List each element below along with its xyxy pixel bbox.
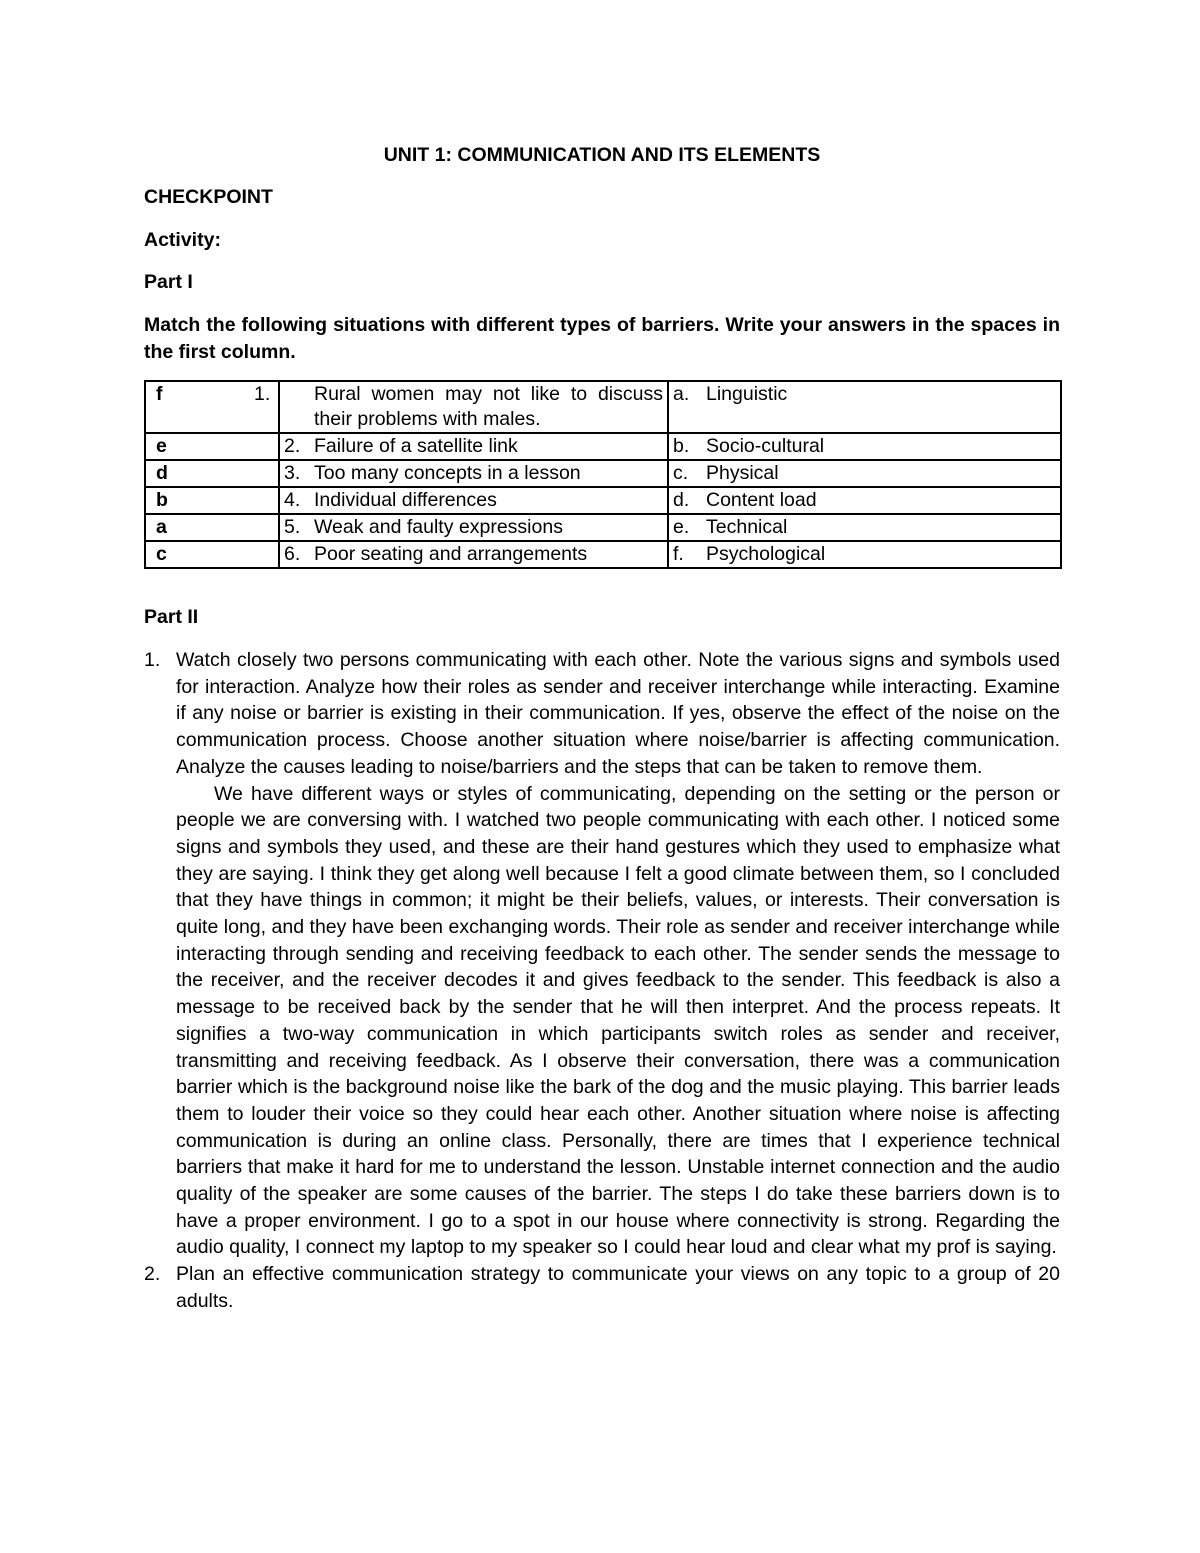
list-item (144, 647, 1060, 1261)
table-row (145, 541, 1061, 568)
table-row (145, 460, 1061, 487)
question-list (144, 647, 1060, 1315)
activity-heading: Activity: (144, 229, 221, 251)
answer-cell: c (145, 541, 279, 568)
situation-cell: 5. Weak and faulty expressions (279, 514, 668, 541)
answer-cell: d (145, 460, 279, 487)
answer-cell: a (145, 514, 279, 541)
table-row (145, 381, 1061, 433)
list-item (144, 1261, 1060, 1314)
barrier-cell: d. Content load (668, 487, 1061, 514)
table-row (145, 487, 1061, 514)
item-number: 2. (144, 1263, 161, 1286)
barrier-cell: b. Socio-cultural (668, 433, 1061, 460)
situation-cell (254, 381, 668, 433)
situation-cell: 4. Individual differences (279, 487, 668, 514)
barrier-cell: a. Linguistic (668, 381, 1061, 433)
barrier-cell: e. Technical (668, 514, 1061, 541)
part-one-instruction: Match the following situations with different types of barriers. Write your answers in the spaces in the first column. (144, 314, 1060, 363)
checkpoint-heading: CHECKPOINT (144, 186, 273, 208)
answer-text: We have different ways or styles of communicating, depending on the setting or the person or people we are conversing with. I watched two people communicating with each other. I noticed some signs and symbols they used, and these are their hand gestures which they used to emphasize what they are saying. I think they get along well because I felt a good climate between them, so I concluded that they have things in common; it might be their beliefs, values, or interests. Their conversation is quite long, and they have been exchanging words. Their role as sender and receiver interchange while interacting through sending and receiving feedback to each other. The sender sends the message to the receiver, and the receiver decodes it and gives feedback to the sender. This feedback is also a message to be received back by the sender that he will then interpret. And the process repeats. It signifies a two-way communication in which participants switch roles as sender and receiver, transmitting and receiving feedback. As I observe their conversation, there was a communication barrier which is the background noise like the bark of the dog and the music playing. This barrier leads them to louder their voice so they could hear each other. Another situation where noise is affecting communication is during an online class. Personally, there are times that I experience technical barriers that make it hard for me to understand the lesson. Unstable internet connection and the audio quality of the speaker are some causes of the barrier. The steps I do take these barriers down is to have a proper environment. I go to a spot in our house where connectivity is strong. Regarding the audio quality, I connect my laptop to my speaker so I could hear loud and clear what my prof is saying. (176, 782, 1060, 1259)
table-row (145, 514, 1061, 541)
question-text: Plan an effective communication strategy to communicate your views on any topic to a group of 20 adults. (176, 1263, 1060, 1312)
answer-cell: f (145, 381, 279, 433)
barrier-cell: f. Psychological (668, 541, 1061, 568)
question-text: Watch closely two persons communicating with each other. Note the various signs and symbols used for interaction. Analyze how their roles as sender and receiver interchange while interacting. Examine if any noise or barrier is existing in their communication. If yes, observe the effect of the noise on the communication process. Choose another situation where noise/barrier is affecting communication. Analyze the causes leading to noise/barriers and the steps that can be taken to remove them. (176, 649, 1060, 778)
situation-text: 1. Rural women may not like to discuss their problems with males. (254, 383, 663, 430)
page-title: UNIT 1: COMMUNICATION AND ITS ELEMENTS (383, 144, 821, 166)
table-row (145, 433, 1061, 460)
part-two-heading: Part II (144, 606, 199, 628)
barrier-cell: c. Physical (668, 460, 1061, 487)
item-number: 1. (144, 649, 161, 671)
answer-cell: b (145, 487, 279, 514)
situation-cell: 3. Too many concepts in a lesson (279, 460, 668, 487)
matching-table (144, 380, 1062, 569)
part-one-heading: Part I (144, 271, 193, 293)
situation-cell: 2. Failure of a satellite link (279, 433, 668, 460)
situation-cell: 6. Poor seating and arrangements (279, 541, 668, 568)
answer-cell: e (145, 433, 279, 460)
